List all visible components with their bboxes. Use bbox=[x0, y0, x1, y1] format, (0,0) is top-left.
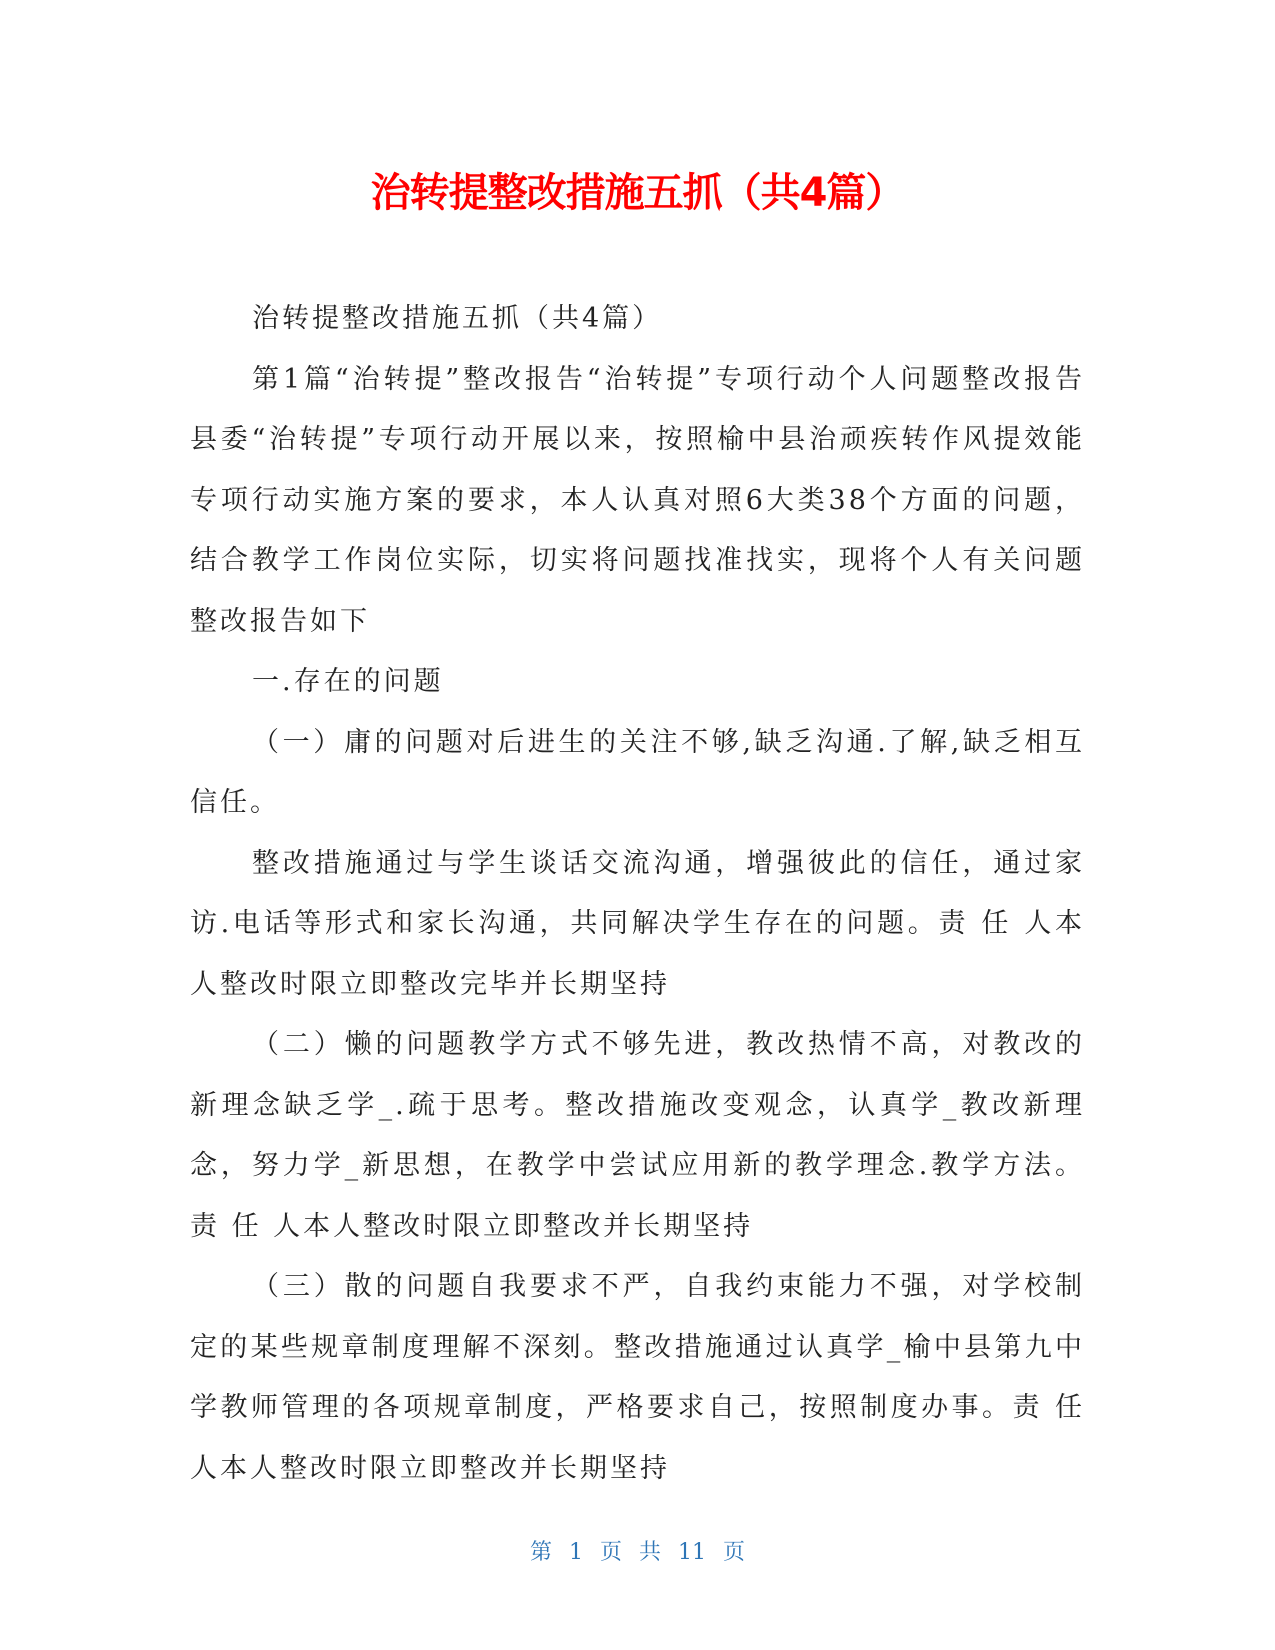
footer-label-unit-2: 页 bbox=[723, 1540, 746, 1565]
paragraph-problem-2: （二）懒的问题教学方式不够先进，教改热情不高，对教改的新理念缺乏学_.疏于思考。整改措施改变观念，认真学_教改新理念，努力学_新思想，在教学中尝试应用新的教学理念.教学方法。责 任 人本人整改时限立即整改并长期坚持 bbox=[190, 1029, 1085, 1242]
footer-total-pages: 11 bbox=[678, 1540, 707, 1565]
paragraph-subtitle: 治转提整改措施五抓（共4篇） bbox=[252, 303, 663, 334]
footer-label-page: 第 bbox=[529, 1540, 552, 1565]
document-title: 治转提整改措施五抓（共4篇） bbox=[370, 170, 905, 216]
paragraph-measure-1: 整改措施通过与学生谈话交流沟通，增强彼此的信任，通过家访.电话等形式和家长沟通，共同解决学生存在的问题。责 任 人本人整改时限立即整改完毕并长期坚持 bbox=[190, 847, 1085, 1000]
page-footer bbox=[0, 1538, 1275, 1568]
paragraph-problem-3: （三）散的问题自我要求不严，自我约束能力不强，对学校制定的某些规章制度理解不深刻。整改措施通过认真学_榆中县第九中学教师管理的各项规章制度，严格要求自己，按照制度办事。责 任 人本人整改时限立即整改并长期坚持 bbox=[190, 1271, 1085, 1484]
document-body bbox=[190, 289, 1085, 1499]
paragraph-section-heading: 一.存在的问题 bbox=[252, 666, 444, 697]
paragraph-intro: 第1篇“治转提”整改报告“治转提”专项行动个人问题整改报告县委“治转提”专项行动开展以来，按照榆中县治顽疾转作风提效能专项行动实施方案的要求，本人认真对照6大类38个方面的问题，结合教学工作岗位实际，切实将问题找准找实，现将个人有关问题整改报告如下 bbox=[190, 363, 1085, 637]
footer-label-unit: 页 bbox=[599, 1540, 622, 1565]
footer-current-page: 1 bbox=[568, 1540, 583, 1565]
footer-label-total: 共 bbox=[639, 1540, 662, 1565]
paragraph-problem-1: （一）庸的问题对后进生的关注不够,缺乏沟通.了解,缺乏相互信任。 bbox=[190, 726, 1085, 818]
